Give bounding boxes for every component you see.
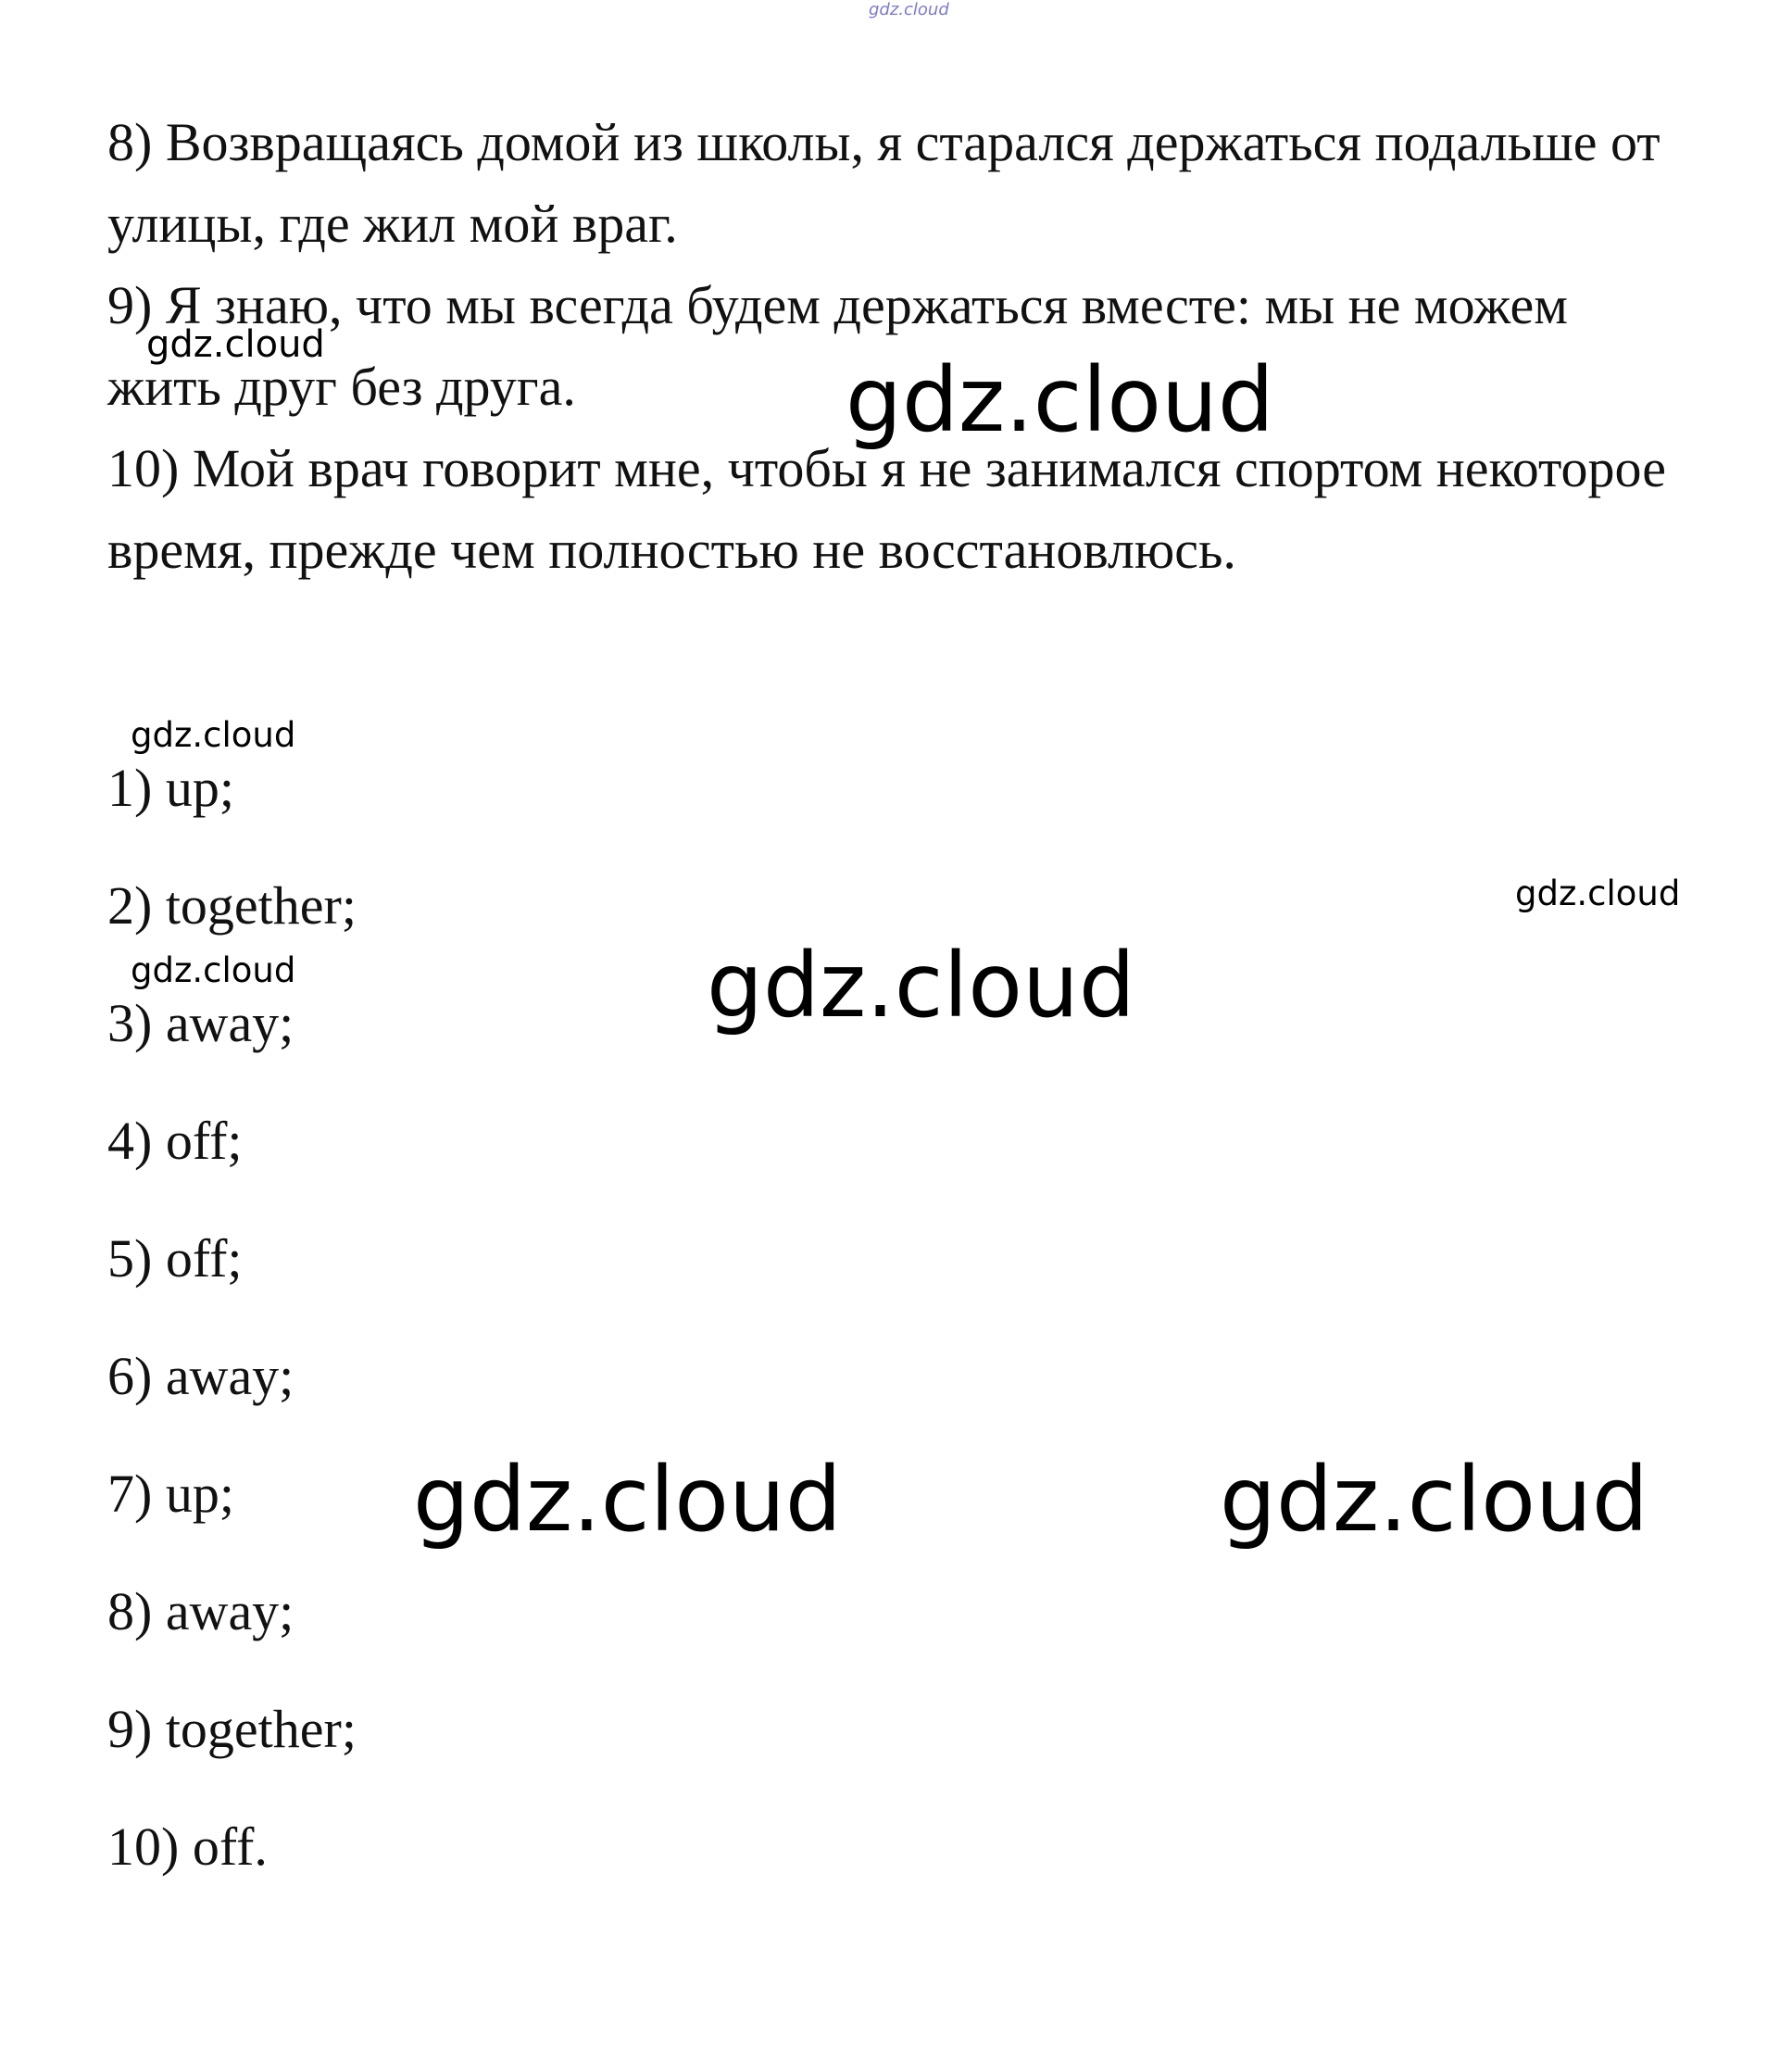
translation-line: жить друг без друга. — [107, 357, 576, 417]
answer-item: 6) away; — [107, 1346, 294, 1406]
translation-line: 10) Мой врач говорит мне, чтобы я не занимался спортом некоторое — [107, 438, 1666, 498]
watermark-small: gdz.cloud — [131, 715, 296, 755]
answer-item: 4) off; — [107, 1111, 243, 1171]
translation-line: 9) Я знаю, что мы всегда будем держаться вместе: мы не можем — [107, 275, 1568, 335]
watermark-top: gdz.cloud — [869, 0, 949, 19]
watermark-small: gdz.cloud — [131, 950, 296, 990]
answer-item: 2) together; — [107, 875, 357, 936]
translation-line: улицы, где жил мой враг. — [107, 194, 678, 254]
translation-line: 8) Возвращаясь домой из школы, я старался держаться подальше от — [107, 112, 1660, 172]
watermark-big: gdz.cloud — [846, 348, 1274, 452]
answer-item: 8) away; — [107, 1581, 294, 1641]
answer-item: 5) off; — [107, 1228, 243, 1288]
watermark-big: gdz.cloud — [413, 1448, 842, 1552]
answer-item: 1) up; — [107, 758, 234, 818]
translation-text — [107, 102, 1756, 591]
watermark-big: gdz.cloud — [707, 934, 1135, 1037]
answer-item: 3) away; — [107, 993, 294, 1053]
translation-line: время, прежде чем полностью не восстановлюсь. — [107, 520, 1236, 580]
watermark-small: gdz.cloud — [1515, 874, 1681, 913]
answer-item: 9) together; — [107, 1699, 357, 1759]
answer-item: 10) off. — [107, 1816, 268, 1877]
watermark-big: gdz.cloud — [1220, 1448, 1648, 1552]
answer-item: 7) up; — [107, 1464, 234, 1524]
watermark-small: gdz.cloud — [146, 323, 325, 366]
